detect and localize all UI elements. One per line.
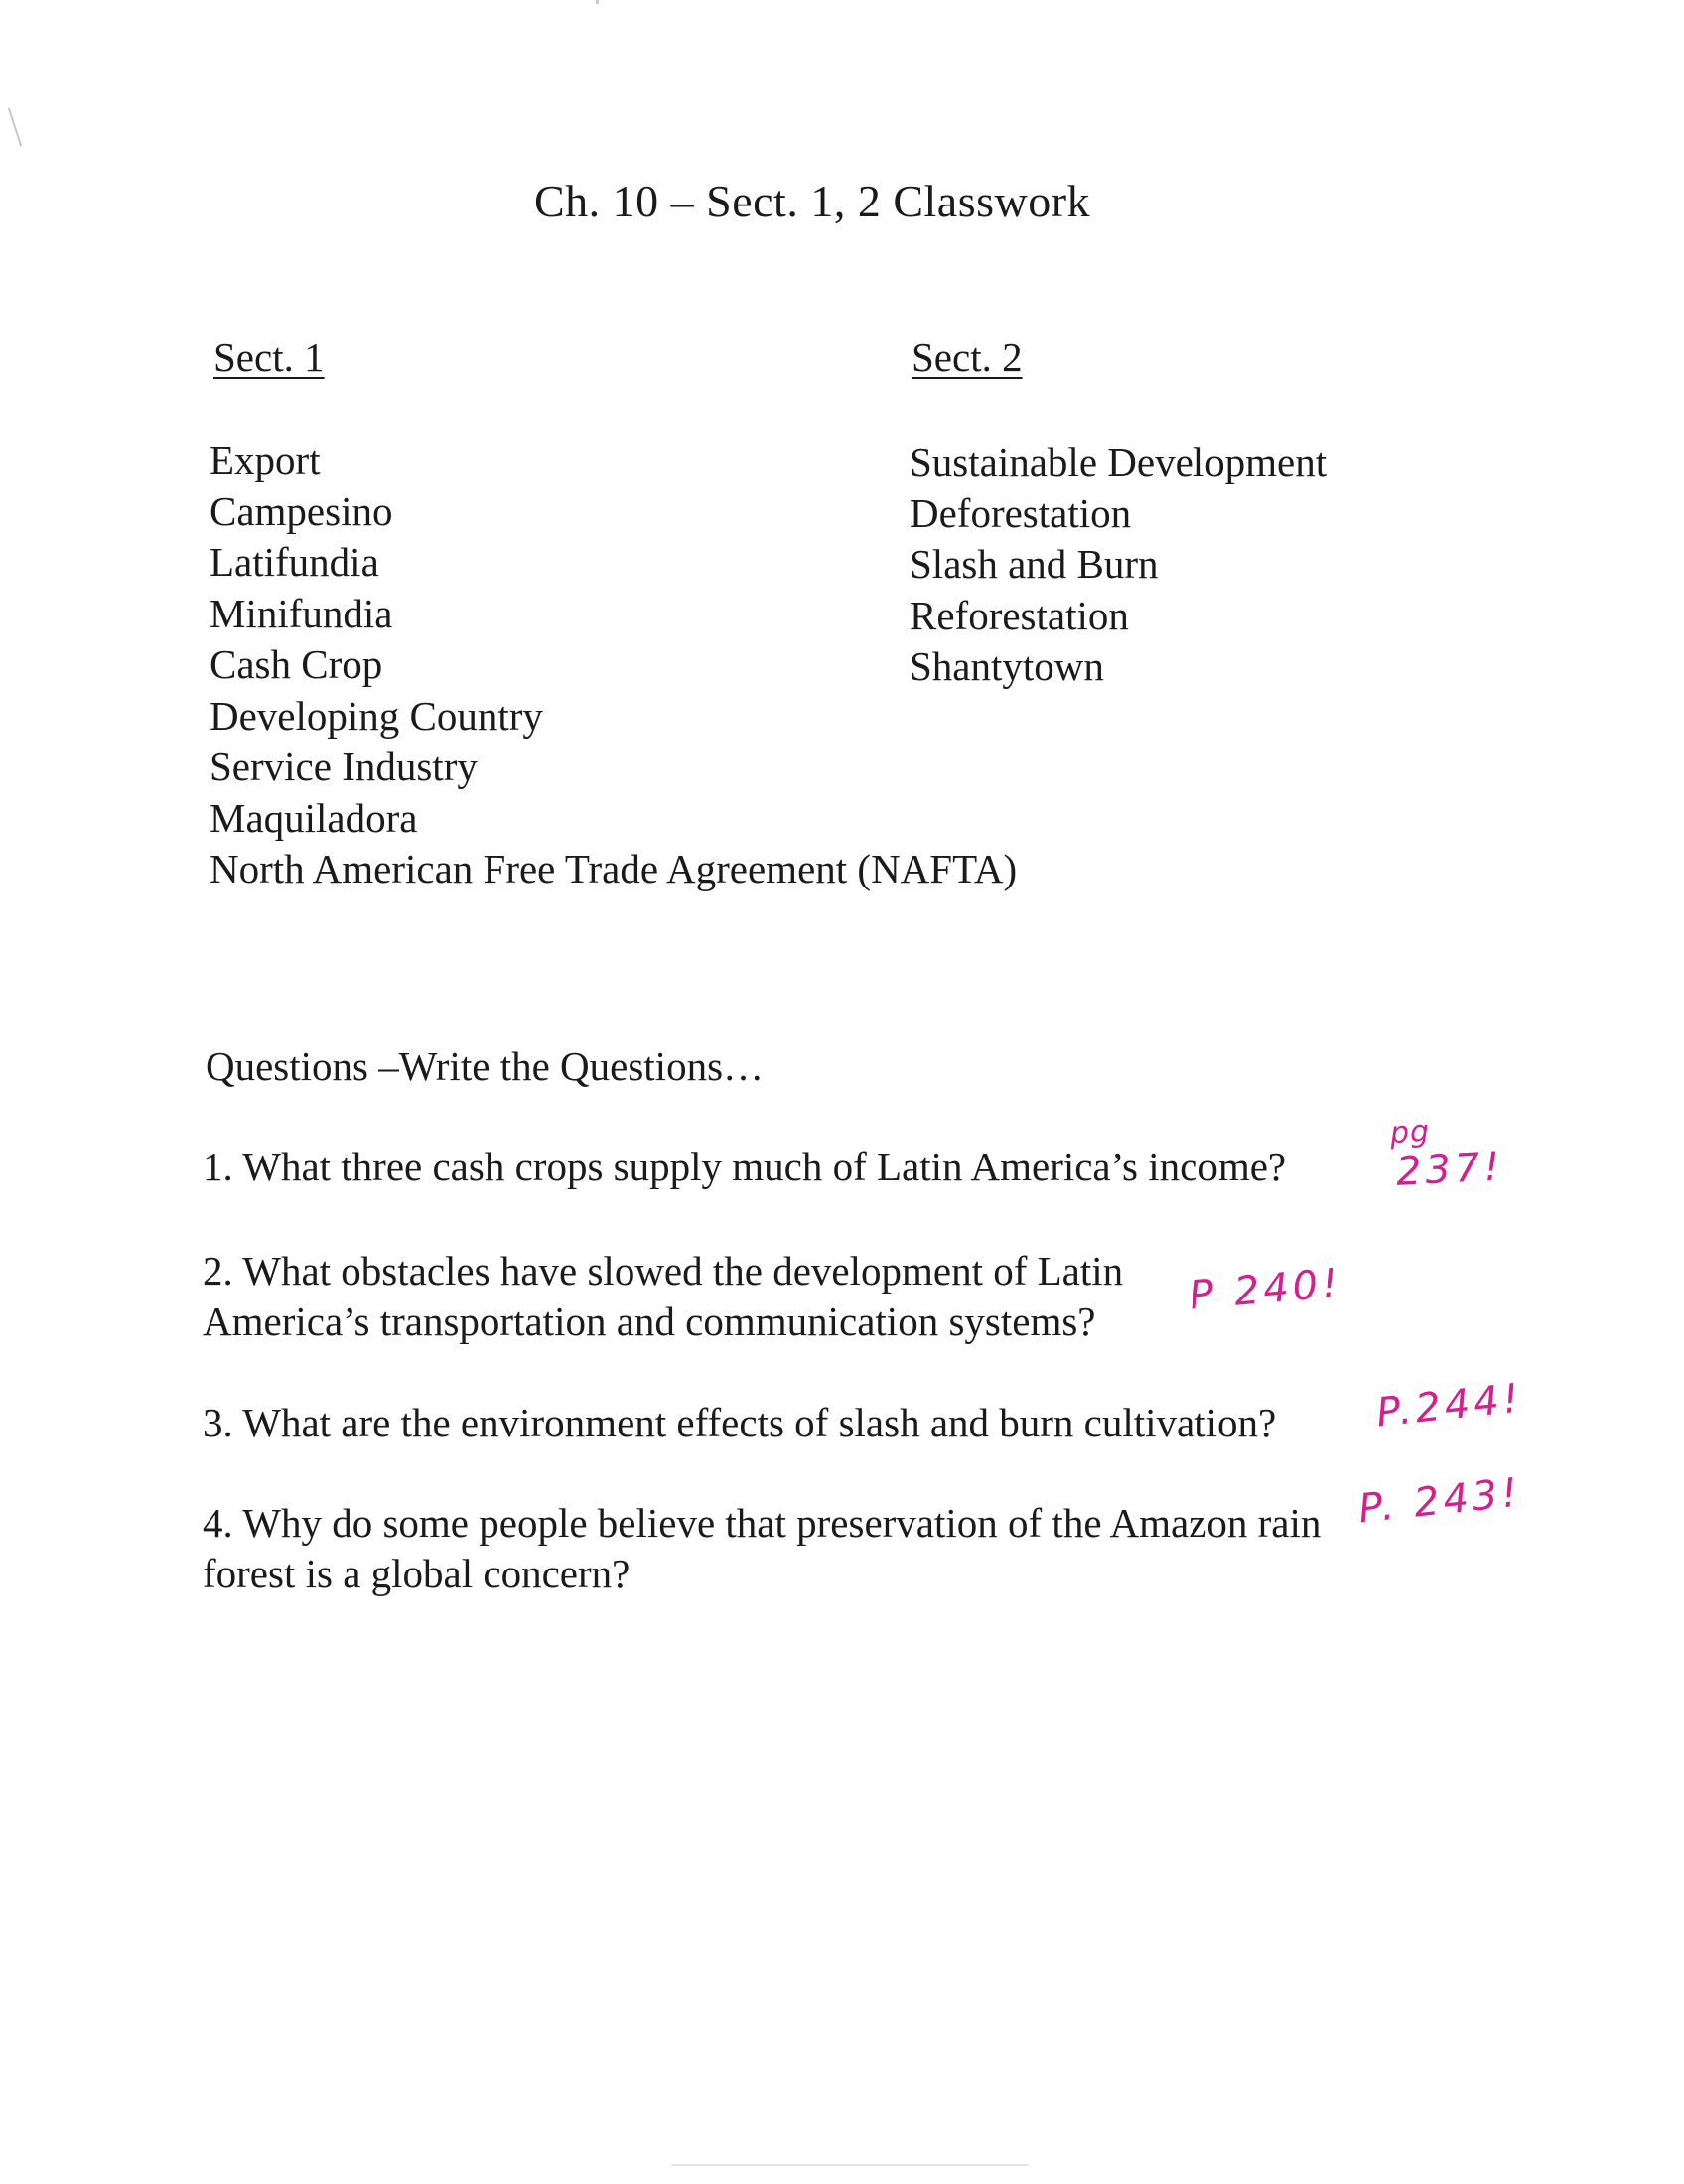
scan-artifact: [671, 2164, 1029, 2166]
term-item: Campesino: [210, 487, 393, 534]
term-item: Developing Country: [210, 692, 543, 739]
question-4: 4. Why do some people believe that preservation of the Amazon rain forest is a global concern?: [203, 1500, 1322, 1596]
term-item: Maquiladora: [210, 794, 418, 841]
term-item: Sustainable Development: [910, 439, 1328, 484]
handwritten-page-note-1: [1389, 1114, 1505, 1195]
term-item: Service Industry: [210, 744, 478, 789]
page-title: Ch. 10 – Sect. 1, 2 Classwork: [533, 176, 1091, 226]
term-item: Shantytown: [910, 643, 1104, 689]
section-1-term-list: [210, 435, 1017, 895]
term-item: Slash and Burn: [910, 541, 1159, 587]
handwritten-pg-prefix: pg: [1389, 1114, 1431, 1152]
term-item: Latifundia: [210, 539, 379, 585]
term-item: Minifundia: [210, 590, 393, 636]
term-item: Export: [210, 437, 321, 482]
handwritten-page-note-3: P.244!: [1374, 1375, 1525, 1436]
section-2-term-list: [910, 437, 1327, 693]
scan-artifact: [596, 0, 599, 4]
section-1-heading: Sect. 1: [213, 335, 325, 380]
question-2: 2. What obstacles have slowed the development of Latin America’s transportation and communication systems?: [203, 1248, 1124, 1344]
term-item: Deforestation: [910, 489, 1132, 536]
section-2-heading: Sect. 2: [912, 335, 1023, 380]
term-item: Cash Crop: [210, 641, 383, 687]
handwritten-page-note-2: P 240!: [1188, 1260, 1343, 1319]
term-item: North American Free Trade Agreement (NAFTA): [210, 846, 1018, 891]
questions-intro: Questions –Write the Questions…: [206, 1043, 765, 1089]
term-item: Reforestation: [910, 592, 1129, 638]
question-1: 1. What three cash crops supply much of Latin America’s income?: [203, 1144, 1287, 1189]
scan-artifact: [8, 108, 22, 147]
handwritten-page-note-4: P. 243!: [1356, 1469, 1524, 1533]
handwritten-page-number: 237!: [1394, 1144, 1505, 1195]
question-3: 3. What are the environment effects of slash and burn cultivation?: [203, 1400, 1277, 1445]
